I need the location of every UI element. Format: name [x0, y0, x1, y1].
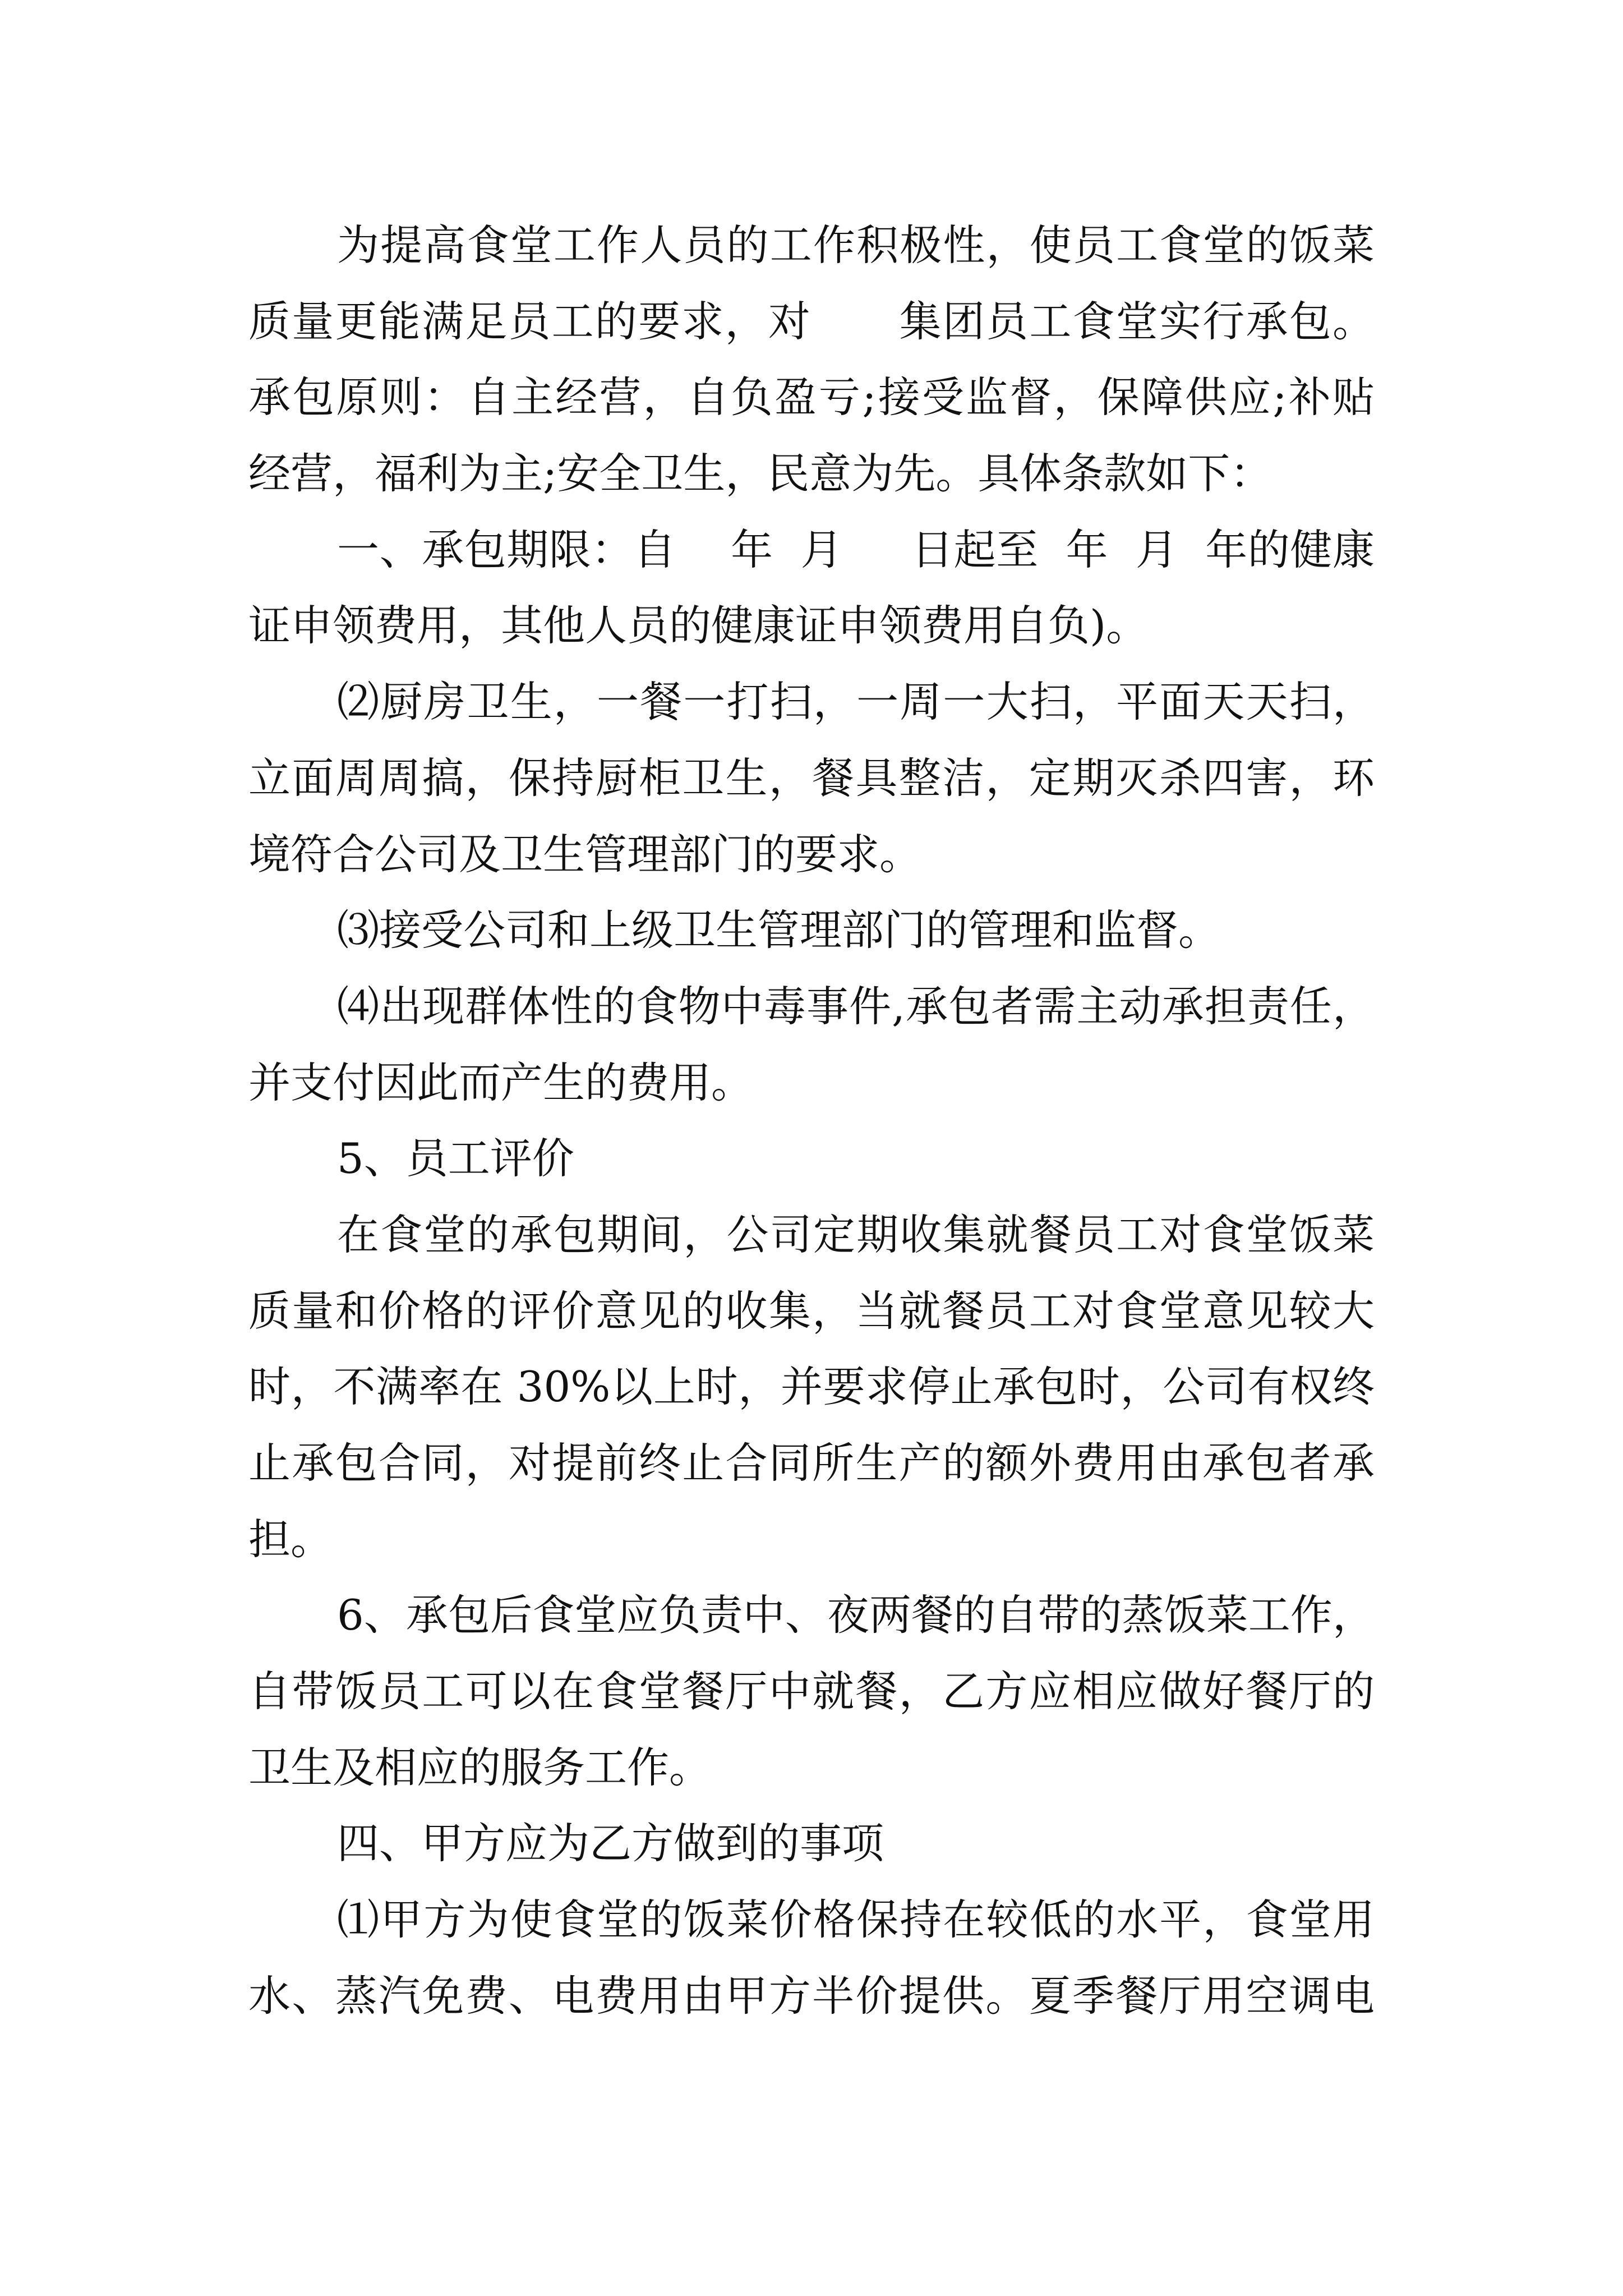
text-line: 经营，福利为主;安全卫生，民意为先。具体条款如下： — [248, 449, 1272, 499]
text-line: 四、甲方应为乙方做到的事项 — [337, 1819, 884, 1869]
text-line: 并支付因此而产生的费用。 — [248, 1057, 754, 1107]
text-line: 止承包合同，对提前终止合同所生产的额外费用由承包者承 — [248, 1438, 1375, 1488]
paragraph-intro — [248, 208, 1375, 512]
section-heading-4 — [248, 1806, 1375, 1882]
text-line: 5、员工评价 — [337, 1134, 574, 1184]
paragraph-item-2 — [248, 664, 1375, 892]
text-line: 6、承包后食堂应负责中、夜两餐的自带的蒸饭菜工作， — [337, 1590, 1375, 1640]
text-line: 自带饭员工可以在食堂餐厅中就餐，乙方应相应做好餐厅的 — [248, 1667, 1375, 1717]
text-line: 立面周周搞，保持厨柜卫生，餐具整洁，定期灭杀四害，环 — [248, 753, 1375, 803]
text-line: 质量更能满足员工的要求，对 集团员工食堂实行承包。 — [248, 296, 1375, 346]
text-line: ⑷出现群体性的食物中毒事件,承包者需主动承担责任， — [337, 981, 1375, 1031]
text-line: ⑵厨房卫生，一餐一打扫，一周一大扫，平面天天扫， — [337, 677, 1375, 727]
text-line: ⑶接受公司和上级卫生管理部门的管理和监督。 — [337, 905, 1221, 955]
text-line: 证申领费用，其他人员的健康证申领费用自负)。 — [248, 601, 1149, 651]
paragraph-contract-term — [248, 512, 1375, 664]
text-line: 为提高食堂工作人员的工作积极性，使员工食堂的饭菜 — [337, 220, 1375, 270]
text-line: 水、蒸汽免费、电费用由甲方半价提供。夏季餐厅用空调电 — [248, 1971, 1375, 2021]
text-line: 境符合公司及卫生管理部门的要求。 — [248, 829, 922, 879]
text-line: 在食堂的承包期间，公司定期收集就餐员工对食堂饭菜 — [337, 1209, 1375, 1259]
text-line: 卫生及相应的服务工作。 — [248, 1742, 712, 1792]
paragraph-party-a-item-1 — [248, 1882, 1375, 2034]
text-line: 时，不满率在 30%以上时，并要求停止承包时，公司有权终 — [248, 1362, 1375, 1412]
paragraph-item-6 — [248, 1577, 1375, 1806]
text-line: 担。 — [248, 1514, 333, 1564]
section-heading-5 — [248, 1121, 1375, 1197]
paragraph-item-3 — [248, 892, 1375, 969]
text-line: 质量和价格的评价意见的收集，当就餐员工对食堂意见较大 — [248, 1286, 1375, 1336]
text-line: ⑴甲方为使食堂的饭菜价格保持在较低的水平，食堂用 — [337, 1895, 1375, 1945]
document-body — [248, 208, 1375, 2035]
paragraph-item-4 — [248, 969, 1375, 1121]
paragraph-evaluation — [248, 1197, 1375, 1577]
text-line: 承包原则：自主经营，自负盈亏;接受监督，保障供应;补贴 — [248, 372, 1375, 422]
text-line: 一、承包期限：自 年 月 日起至 年 月 年的健康 — [337, 524, 1375, 574]
